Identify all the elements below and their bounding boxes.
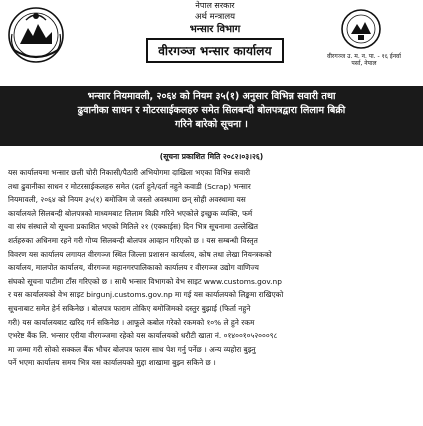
office-address — [308, 54, 420, 67]
department-name: भन्सार विभाग — [189, 24, 241, 36]
body-line: गरी) यस कार्यालयबाट खरिद गर्न सकिनेछ । आफूले कबोल गरेको रकमको १०% ले हुने रकम — [8, 317, 255, 327]
address-line-2: पर्सा, नेपाल — [351, 59, 377, 67]
ministry-name: अर्थ मन्त्रालय — [194, 11, 236, 22]
body-line: र यस कार्यालयको वेभ साइट birgunj.customs.gov.np मा गई यस कार्यालयको लिङ्कमा राखिएको — [8, 290, 284, 300]
body-line: तथा ढुवानीका साधन र मोटरसाईकलहरु समेत (दर्ता हुने/दर्ता नहुने कवाडी (Scrap) भन्सार — [8, 181, 251, 191]
body-line: यस कार्यालयमा भन्सार छली चोरी निकासी/पैठारी अभियोगमा दाखिला भएका विभिन्न सवारी — [8, 168, 251, 177]
body-line: संघको सूचना पाटीमा टाँस गरिएको छ । साथै भन्सार विभागको वेभ साइट www.customs.gov.np — [8, 276, 282, 286]
office-name: वीरगञ्ज भन्सार कार्यालय — [146, 38, 284, 63]
body-line: विवरण यस कार्यालय लगायत वीरगञ्ज स्थित जिल्ला प्रशासन कार्यालय, कोष तथा लेखा नियन्त्रकको — [8, 249, 272, 259]
title-line-1: भन्सार नियमावली, २०६४ को नियम ३५(१) अनुसार विभिन्न सवारी तथा — [87, 91, 336, 102]
body-line: मा जम्मा गरी सोको सक्कल बैंक भौचर बोलपत्र फारम साथ पेश गर्नु पर्नेछ । अन्य व्यहोरा बुझ्नु — [8, 344, 256, 354]
body-line: सूचनाबाट समेत हेर्न सकिनेछ । बोलपत्र फाराम तोकिए बमोजिमको दस्तुर बुझाई (फिर्ता नहुने — [8, 303, 251, 313]
body-line: पर्ने भएमा कार्यालय समय भित्र यस कार्यालयको मुद्दा शाखामा बुझ्न सकिने छ । — [8, 358, 216, 368]
title-line-3: गरिने बारेको सूचना । — [175, 118, 248, 130]
body-line: कार्यालय, मालपोत कार्यालय, वीरगञ्ज महानगरपालिकाको कार्यालय र वीरगञ्ज उद्योग वाणिज्य — [8, 263, 259, 273]
notice-title — [0, 86, 423, 146]
body-line: एभरेष्ट बैंक लि. भन्सार एरीया वीरगञ्जमा रहेको यस कार्यालयको धरौटी खाता नं. ०१४००१०५२०००९८ — [8, 331, 278, 341]
publication-date: (सूचना प्रकाशित मिति २०८२।०३।२६) — [159, 152, 264, 161]
government-name: नेपाल सरकार — [195, 1, 235, 10]
nepal-emblem-icon — [6, 4, 66, 66]
body-line: नियमावली, २०६४ को नियम ३५(१) बमोजिम जे जस्तो अवस्थामा छन् सोही अवस्थामा यस — [8, 195, 246, 205]
customs-logo-icon — [340, 8, 382, 50]
body-line: कार्यालयले सिलबन्दी बोलपत्रको माध्यमबाट लिलाम बिक्री गरिने भएकोले इच्छुक व्यक्ति, फर्म — [8, 208, 253, 218]
title-line-2: ढुवानीका साधन र मोटरसाईकलहरु समेत सिलबन्दी बोलपत्रद्वारा लिलाम बिक्री — [77, 104, 346, 116]
body-line: शर्तहरुका अधिनमा रहने गरी गोप्य सिलबन्दी बोलपत्र आव्हान गरिएको छ । यस सम्बन्धी विस्तृत — [8, 235, 258, 245]
body-line: वा संघ संस्थाले यो सूचना प्रकाशित भएको मितिले २१ (एक्काईस) दिन भित्र सूचनामा उल्लेखित — [8, 222, 259, 232]
address-line-1: वीरगञ्ज उ. म. न. पा. - १६ ईनर्वा — [327, 53, 401, 60]
header-block — [90, 2, 340, 63]
notice-body — [8, 166, 416, 370]
